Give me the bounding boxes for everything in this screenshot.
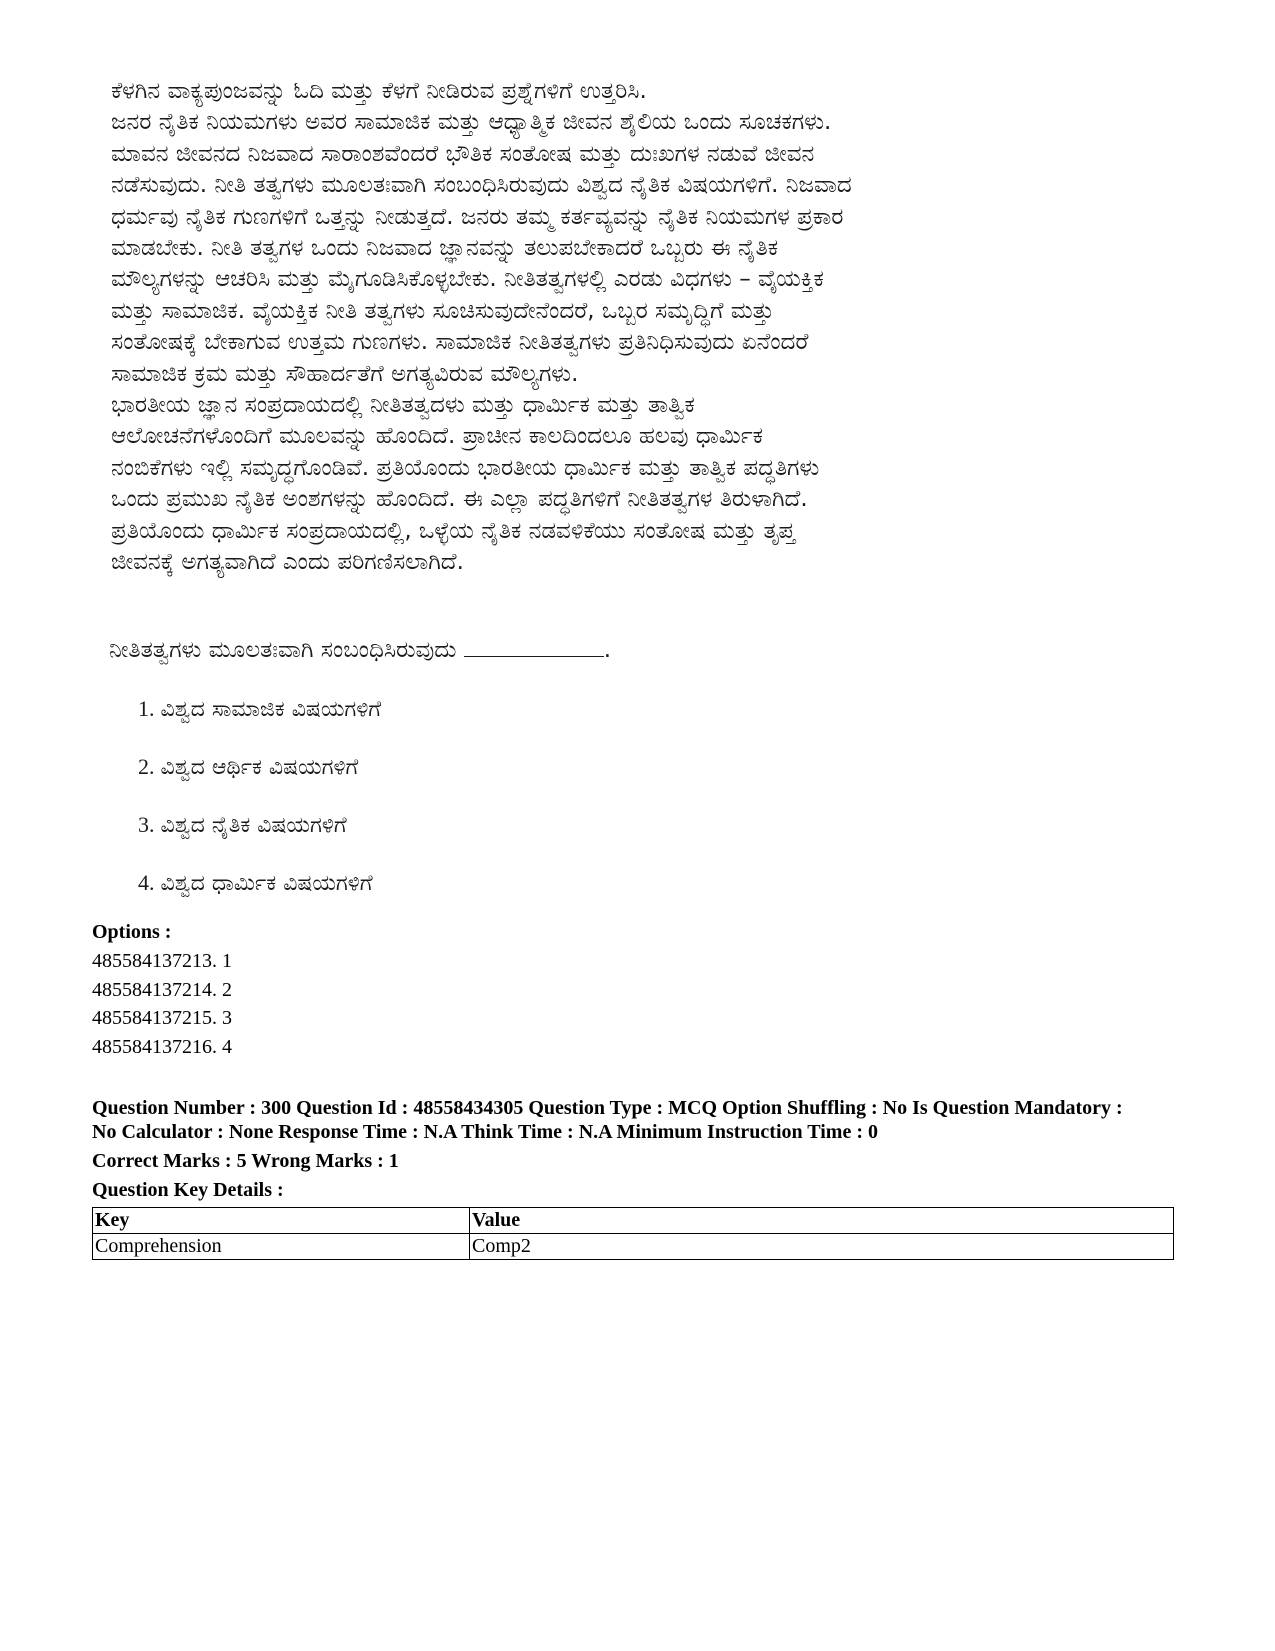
passage-line: ನಂಬಿಕೆಗಳು ಇಲ್ಲಿ ಸಮೃದ್ಧಗೊಂಡಿವೆ. ಪ್ರತಿಯೊಂದು ಭಾರತೀಯ ಧಾರ್ಮಿಕ ಮತ್ತು ತಾತ್ವಿಕ ಪದ್ಧತಿಗಳು bbox=[111, 454, 820, 481]
marks-line: Correct Marks : 5 Wrong Marks : 1 bbox=[92, 1150, 399, 1172]
passage-line: ಕೆಳಗಿನ ವಾಕ್ಯಪುಂಜವನ್ನು ಓದಿ ಮತ್ತು ಕೆಳಗೆ ನೀಡಿರುವ ಪ್ರಶ್ನೆಗಳಿಗೆ ಉತ್ತರಿಸಿ. bbox=[111, 78, 647, 104]
choice-number: 1. bbox=[138, 696, 155, 721]
option-id-row: 485584137216. 4 bbox=[92, 1036, 232, 1059]
choice-number: 3. bbox=[138, 812, 155, 837]
choice-text: ವಿಶ್ವದ ಸಾಮಾಜಿಕ ವಿಷಯಗಳಿಗೆ bbox=[160, 697, 382, 722]
answer-blank bbox=[464, 636, 604, 657]
choice-item bbox=[138, 754, 381, 812]
passage-line: ಧರ್ಮವು ನೈತಿಕ ಗುಣಗಳಿಗೆ ಒತ್ತನ್ನು ನೀಡುತ್ತದೆ. ಜನರು ತಮ್ಮ ಕರ್ತವ್ಯವನ್ನು ನೈತಿಕ ನಿಯಮಗಳ ಪ್ರಕಾರ bbox=[111, 203, 844, 230]
option-id-row: 485584137214. 2 bbox=[92, 978, 232, 1001]
table-cell-value: Comp2 bbox=[470, 1234, 1174, 1260]
option-id-row: 485584137215. 3 bbox=[92, 1007, 232, 1030]
answer-choices bbox=[138, 696, 381, 928]
passage-line: ಜೀವನಕ್ಕೆ ಅಗತ್ಯವಾಗಿದೆ ಎಂದು ಪರಿಗಣಿಸಲಾಗಿದೆ. bbox=[111, 549, 464, 576]
passage-line: ಸಾಮಾಜಿಕ ಕ್ರಮ ಮತ್ತು ಸೌಹಾರ್ದತೆಗೆ ಅಗತ್ಯವಿರುವ ಮೌಲ್ಯಗಳು. bbox=[111, 360, 579, 387]
metadata-line-1: Question Number : 300 Question Id : 48558434305 Question Type : MCQ Option Shuffling : No Is Question Mandatory : bbox=[92, 1097, 1123, 1119]
table-row bbox=[93, 1234, 1174, 1260]
choice-number: 4. bbox=[138, 870, 155, 895]
question-metadata bbox=[92, 1096, 1182, 1202]
passage-line: ಮಾವನ ಜೀವನದ ನಿಜವಾದ ಸಾರಾಂಶವೆಂದರೆ ಭೌತಿಕ ಸಂತೋಷ ಮತ್ತು ದುಃಖಗಳ ನಡುವೆ ಜೀವನ bbox=[111, 140, 815, 167]
table-cell-key: Comprehension bbox=[93, 1234, 470, 1260]
passage-line: ಆಲೋಚನೆಗಳೊಂದಿಗೆ ಮೂಲವನ್ನು ಹೊಂದಿದೆ. ಪ್ರಾಚೀನ ಕಾಲದಿಂದಲೂ ಹಲವು ಧಾರ್ಮಿಕ bbox=[111, 423, 764, 450]
choice-item bbox=[138, 696, 381, 754]
metadata-line-2: No Calculator : None Response Time : N.A Think Time : N.A Minimum Instruction Time : 0 bbox=[92, 1121, 878, 1143]
question-stem bbox=[109, 636, 611, 663]
passage-line: ಪ್ರತಿಯೊಂದು ಧಾರ್ಮಿಕ ಸಂಪ್ರದಾಯದಲ್ಲಿ, ಒಳ್ಳೆಯ ನೈತಿಕ ನಡವಳಿಕೆಯು ಸಂತೋಷ ಮತ್ತು ತೃಪ್ತ bbox=[111, 517, 796, 544]
question-text: ನೀತಿತತ್ವಗಳು ಮೂಲತಃವಾಗಿ ಸಂಬಂಧಿಸಿರುವುದು bbox=[109, 637, 457, 663]
table-header-row bbox=[93, 1208, 1174, 1234]
passage-line: ನಡೆಸುವುದು. ನೀತಿ ತತ್ವಗಳು ಮೂಲತಃವಾಗಿ ಸಂಬಂಧಿಸಿರುವುದು ವಿಶ್ವದ ನೈತಿಕ ವಿಷಯಗಳಿಗೆ. ನಿಜವಾದ bbox=[111, 172, 852, 199]
choice-number: 2. bbox=[138, 754, 155, 779]
key-details-label: Question Key Details : bbox=[92, 1179, 284, 1201]
passage-line: ಸಂತೋಷಕ್ಕೆ ಬೇಕಾಗುವ ಉತ್ತಮ ಗುಣಗಳು. ಸಾಮಾಜಿಕ ನೀತಿತತ್ವಗಳು ಪ್ರತಿನಿಧಿಸುವುದು ಏನೆಂದರೆ bbox=[111, 329, 809, 356]
passage-line: ಭಾರತೀಯ ಜ್ಞಾನ ಸಂಪ್ರದಾಯದಲ್ಲಿ ನೀತಿತತ್ವದಳು ಮತ್ತು ಧಾರ್ಮಿಕ ಮತ್ತು ತಾತ್ವಿಕ bbox=[111, 392, 695, 419]
key-details-table bbox=[92, 1207, 1174, 1260]
passage-line: ಮಾಡಬೇಕು. ನೀತಿ ತತ್ವಗಳ ಒಂದು ನಿಜವಾದ ಜ್ಞಾನವನ್ನು ತಲುಪಬೇಕಾದರೆ ಒಬ್ಬರು ಈ ನೈತಿಕ bbox=[111, 235, 779, 262]
choice-item bbox=[138, 812, 381, 870]
comprehension-passage bbox=[111, 76, 1191, 579]
passage-line: ಮತ್ತು ಸಾಮಾಜಿಕ. ವೈಯಕ್ತಿಕ ನೀತಿ ತತ್ವಗಳು ಸೂಚಿಸುವುದೇನೆಂದರೆ, ಒಬ್ಬರ ಸಮೃದ್ಧಿಗೆ ಮತ್ತು bbox=[111, 297, 775, 324]
options-list bbox=[92, 918, 232, 1062]
passage-line: ಒಂದು ಪ್ರಮುಖ ನೈತಿಕ ಅಂಶಗಳನ್ನು ಹೊಂದಿದೆ. ಈ ಎಲ್ಲಾ ಪದ್ಧತಿಗಳಿಗೆ ನೀತಿತತ್ವಗಳ ತಿರುಳಾಗಿದೆ. bbox=[111, 486, 808, 513]
question-end: . bbox=[603, 637, 612, 663]
passage-line: ಮೌಲ್ಯಗಳನ್ನು ಆಚರಿಸಿ ಮತ್ತು ಮೈಗೂಡಿಸಿಕೊಳ್ಳಬೇಕು. ನೀತಿತತ್ವಗಳಲ್ಲಿ ಎರಡು ವಿಧಗಳು – ವೈಯಕ್ತಿಕ bbox=[111, 266, 824, 293]
passage-line: ಜನರ ನೈತಿಕ ನಿಯಮಗಳು ಅವರ ಸಾಮಾಜಿಕ ಮತ್ತು ಆಧ್ಯಾತ್ಮಿಕ ಜೀವನ ಶೈಲಿಯ ಒಂದು ಸೂಚಕಗಳು. bbox=[111, 109, 832, 136]
choice-text: ವಿಶ್ವದ ಆರ್ಥಿಕ ವಿಷಯಗಳಿಗೆ bbox=[160, 755, 359, 780]
choice-text: ವಿಶ್ವದ ನೈತಿಕ ವಿಷಯಗಳಿಗೆ bbox=[160, 813, 347, 838]
table-header-value: Value bbox=[470, 1208, 1174, 1234]
table-header-key: Key bbox=[93, 1208, 470, 1234]
options-label: Options : bbox=[92, 921, 172, 943]
option-id-row: 485584137213. 1 bbox=[92, 949, 232, 972]
choice-text: ವಿಶ್ವದ ಧಾರ್ಮಿಕ ವಿಷಯಗಳಿಗೆ bbox=[160, 871, 373, 896]
